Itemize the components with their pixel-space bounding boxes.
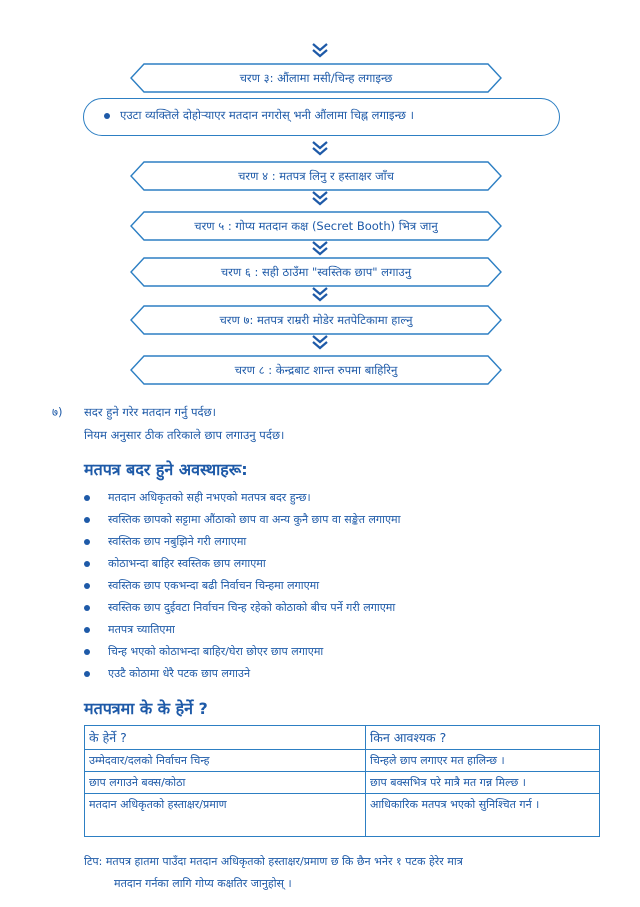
list-item-text: स्वस्तिक छाप नबुझिने गरी लगाएमा: [108, 535, 247, 548]
step-label: चरण ५ : गोप्य मतदान कक्ष (Secret Booth) भित्र जानु: [194, 219, 438, 233]
list-item-text: एउटै कोठामा धेरै पटक छाप लगाउने: [108, 667, 251, 680]
list-item: [84, 509, 400, 531]
check-heading: मतपत्रमा के के हेर्ने ?: [84, 699, 208, 718]
step-label: चरण ६ : सही ठाउँमा "स्वस्तिक छाप" लगाउनु: [220, 265, 412, 279]
bullet-icon: [84, 495, 90, 501]
list-item: [84, 487, 400, 509]
flow-step-8: [130, 355, 502, 385]
list-item: [84, 663, 400, 685]
section-line-2: नियम अनुसार ठीक तरिकाले छाप लगाउनु पर्दछ।: [84, 428, 285, 442]
bullet-icon: [84, 605, 90, 611]
bullet-icon: [104, 113, 110, 119]
list-item: [84, 553, 400, 575]
check-table: [84, 725, 600, 837]
column-header: के हेर्ने ?: [85, 726, 366, 750]
list-item: [84, 575, 400, 597]
chevron-down-icon: [305, 42, 335, 60]
table-cell: उम्मेदवार/दलको निर्वाचन चिन्ह: [85, 750, 366, 772]
table-row: [85, 772, 600, 794]
tip-line-1: टिप: मतपत्र हातमा पाउँदा मतदान अधिकृतको हस्ताक्षर/प्रमाण छ कि छैन भनेर १ पटक हेरेर मात्र: [84, 855, 463, 868]
chevron-down-icon: [305, 240, 335, 258]
table-cell: आधिकारिक मतपत्र भएको सुनिश्चित गर्न ।: [366, 794, 600, 837]
step-label: चरण ७: मतपत्र राम्ररी मोडेर मतपेटिकामा हाल्नु: [219, 313, 413, 327]
flow-step-5: [130, 211, 502, 241]
table-cell: छाप लगाउने बक्स/कोठा: [85, 772, 366, 794]
invalid-list: [84, 487, 400, 685]
step-3-note-text: एउटा व्यक्तिले दोहोर्‍याएर मतदान नगरोस् भनी औंलामा चिह्न लगाइन्छ ।: [120, 108, 414, 122]
list-item: [84, 619, 400, 641]
list-item: [84, 641, 400, 663]
flow-step-4: [130, 161, 502, 191]
step-label: चरण ८ : केन्द्रबाट शान्त रुपमा बाहिरिनु: [234, 363, 398, 377]
list-item-text: स्वस्तिक छापको सट्टामा औंठाको छाप वा अन्य कुनै छाप वा सङ्केत लगाएमा: [108, 513, 401, 526]
bullet-icon: [84, 671, 90, 677]
table-row: [85, 794, 600, 837]
flow-step-6: [130, 257, 502, 287]
column-header: किन आवश्यक ?: [366, 726, 600, 750]
table-cell: चिन्हले छाप लगाएर मत हालिन्छ ।: [366, 750, 600, 772]
step-3-note: [104, 108, 414, 123]
bullet-icon: [84, 583, 90, 589]
section-number: ७): [52, 405, 63, 419]
list-item: [84, 531, 400, 553]
bullet-icon: [84, 649, 90, 655]
list-item-text: मतपत्र च्यातिएमा: [108, 623, 175, 636]
table-row: [85, 750, 600, 772]
chevron-down-icon: [305, 190, 335, 208]
bullet-icon: [84, 539, 90, 545]
table-cell: छाप बक्सभित्र परे मात्रै मत गन्न मिल्छ ।: [366, 772, 600, 794]
flow-step-7: [130, 305, 502, 335]
tip-line-2: मतदान गर्नका लागि गोप्य कक्षतिर जानुहोस् ।: [114, 877, 292, 890]
bullet-icon: [84, 627, 90, 633]
step-label: चरण ३: औंलामा मसी/चिन्ह लगाइन्छ: [239, 71, 393, 85]
list-item-text: कोठाभन्दा बाहिर स्वस्तिक छाप लगाएमा: [108, 557, 266, 570]
chevron-down-icon: [305, 334, 335, 352]
section-line-1: सदर हुने गरेर मतदान गर्नु पर्दछ।: [84, 405, 217, 419]
bullet-icon: [84, 517, 90, 523]
list-item-text: चिन्ह भएको कोठाभन्दा बाहिर/घेरा छोएर छाप लगाएमा: [108, 645, 324, 658]
step-label: चरण ४ : मतपत्र लिनु र हस्ताक्षर जाँच: [238, 169, 394, 183]
flow-step-3: [130, 63, 502, 93]
chevron-down-icon: [305, 140, 335, 158]
list-item-text: स्वस्तिक छाप दुईवटा निर्वाचन चिन्ह रहेको कोठाको बीच पर्ने गरी लगाएमा: [108, 601, 396, 614]
list-item-text: स्वस्तिक छाप एकभन्दा बढी निर्वाचन चिन्हमा लगाएमा: [108, 579, 320, 592]
chevron-down-icon: [305, 286, 335, 304]
bullet-icon: [84, 561, 90, 567]
list-item: [84, 597, 400, 619]
table-cell: मतदान अधिकृतको हस्ताक्षर/प्रमाण: [85, 794, 366, 837]
list-item-text: मतदान अधिकृतको सही नभएको मतपत्र बदर हुन्छ।: [108, 491, 311, 504]
table-header-row: [85, 726, 600, 750]
invalid-heading: मतपत्र बदर हुने अवस्थाहरू:: [84, 460, 248, 479]
